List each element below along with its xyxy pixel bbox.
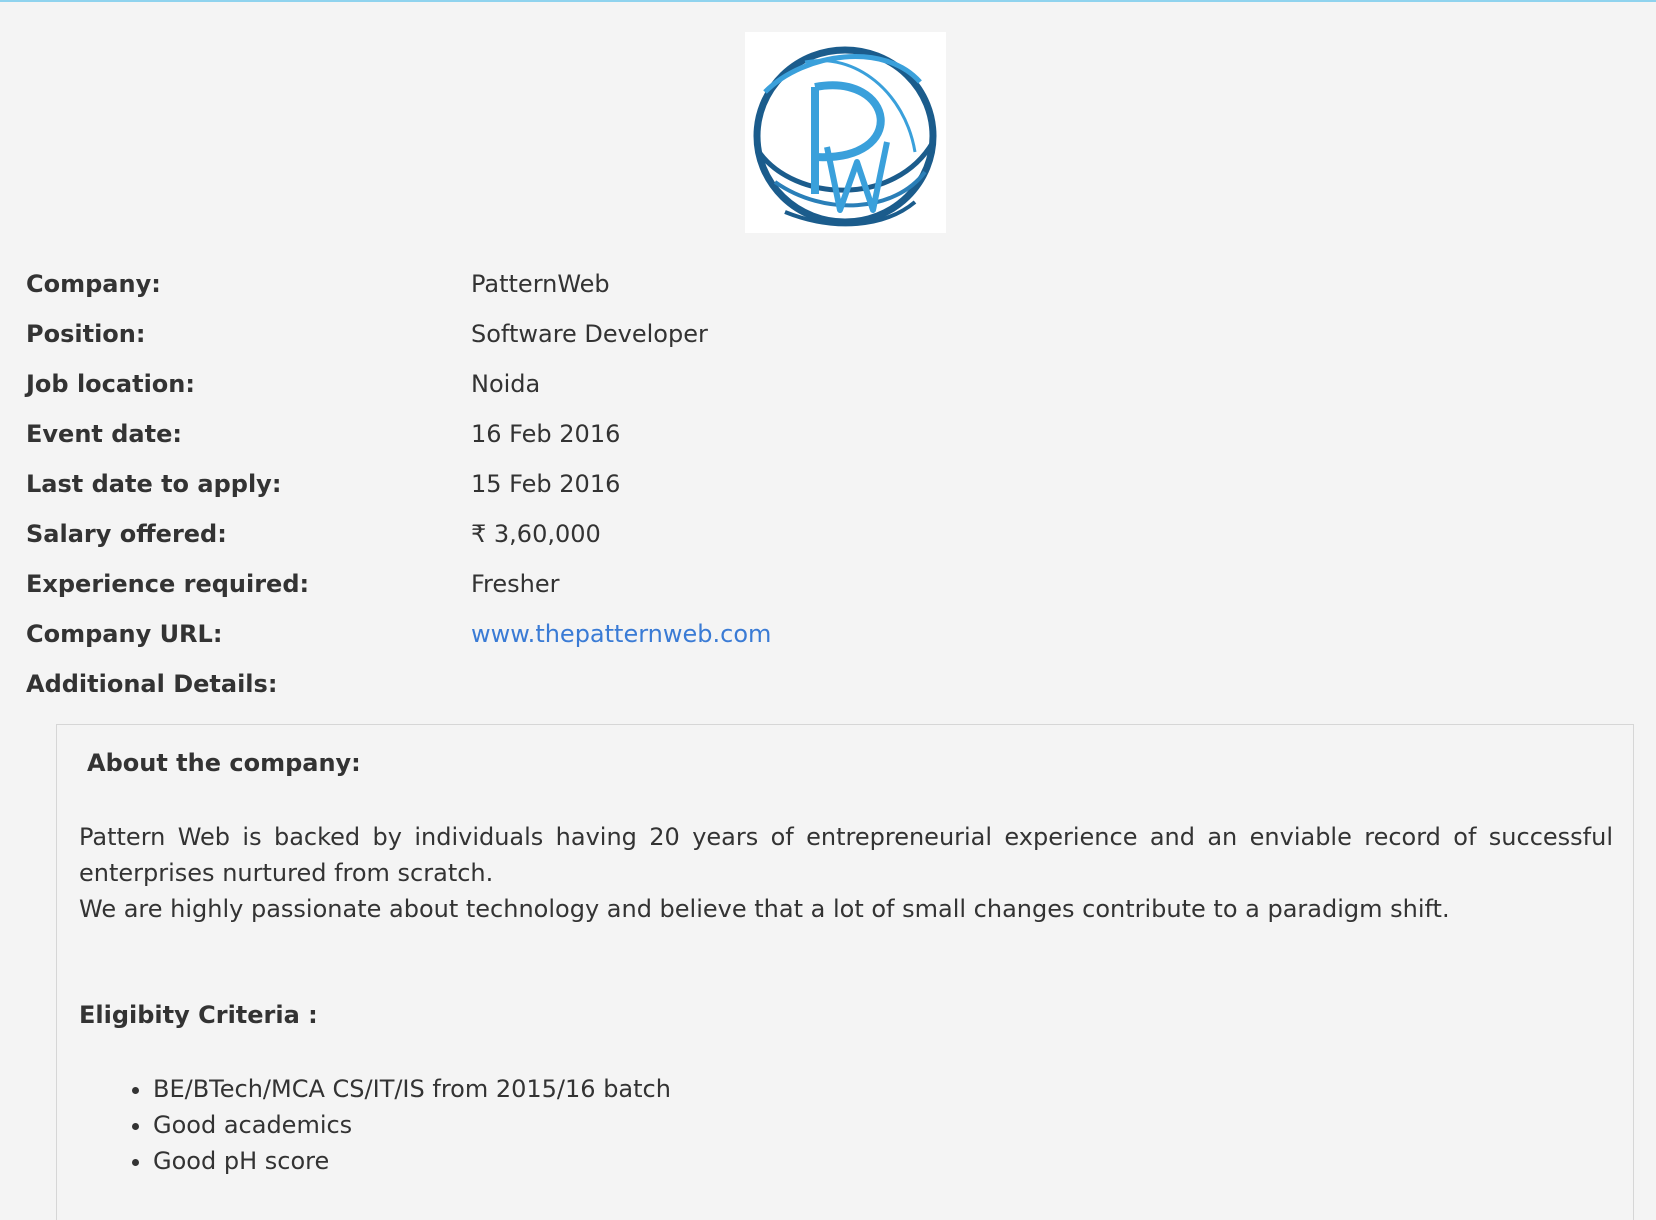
company-url-link[interactable]: www.thepatternweb.com <box>471 620 772 648</box>
additional-details-box <box>56 724 1634 1220</box>
detail-value: 16 Feb 2016 <box>471 420 621 448</box>
detail-row <box>26 259 771 309</box>
detail-label: Job location: <box>26 370 195 398</box>
detail-label: Experience required: <box>26 570 310 598</box>
detail-label: Salary offered: <box>26 520 227 548</box>
detail-row <box>26 609 771 659</box>
eligibility-heading: Eligibity Criteria : <box>79 1001 318 1029</box>
detail-label: Company URL: <box>26 620 223 648</box>
patternweb-globe-icon <box>745 32 946 233</box>
detail-row <box>26 359 771 409</box>
eligibility-item: • Good pH score <box>153 1143 671 1179</box>
detail-label: Event date: <box>26 420 182 448</box>
detail-value: Fresher <box>471 570 560 598</box>
detail-label: Last date to apply: <box>26 470 282 498</box>
detail-row <box>26 459 771 509</box>
detail-label: Additional Details: <box>26 670 278 698</box>
about-paragraph: We are highly passionate about technology and believe that a lot of small changes contribute to a paradigm shift. <box>79 895 1450 923</box>
detail-row <box>26 659 771 709</box>
detail-row <box>26 509 771 559</box>
about-company-heading: About the company: <box>87 749 361 777</box>
detail-row <box>26 409 771 459</box>
company-logo <box>745 32 946 233</box>
detail-value: ₹ 3,60,000 <box>471 520 601 548</box>
detail-label: Company: <box>26 270 161 298</box>
detail-value: PatternWeb <box>471 270 610 298</box>
about-paragraph: Pattern Web is backed by individuals having 20 years of entrepreneurial experience and an enviable record of successful enterprises nurtured from scratch. <box>79 823 1613 887</box>
eligibility-list <box>79 1071 671 1179</box>
detail-value: 15 Feb 2016 <box>471 470 621 498</box>
eligibility-item: • BE/BTech/MCA CS/IT/IS from 2015/16 batch <box>153 1071 671 1107</box>
detail-value: Noida <box>471 370 541 398</box>
about-company-text <box>79 819 1613 927</box>
detail-row <box>26 309 771 359</box>
detail-value <box>471 620 771 648</box>
detail-row <box>26 559 771 609</box>
detail-label: Position: <box>26 320 146 348</box>
detail-value: Software Developer <box>471 320 708 348</box>
job-details-list <box>26 259 771 709</box>
eligibility-item: • Good academics <box>153 1107 671 1143</box>
